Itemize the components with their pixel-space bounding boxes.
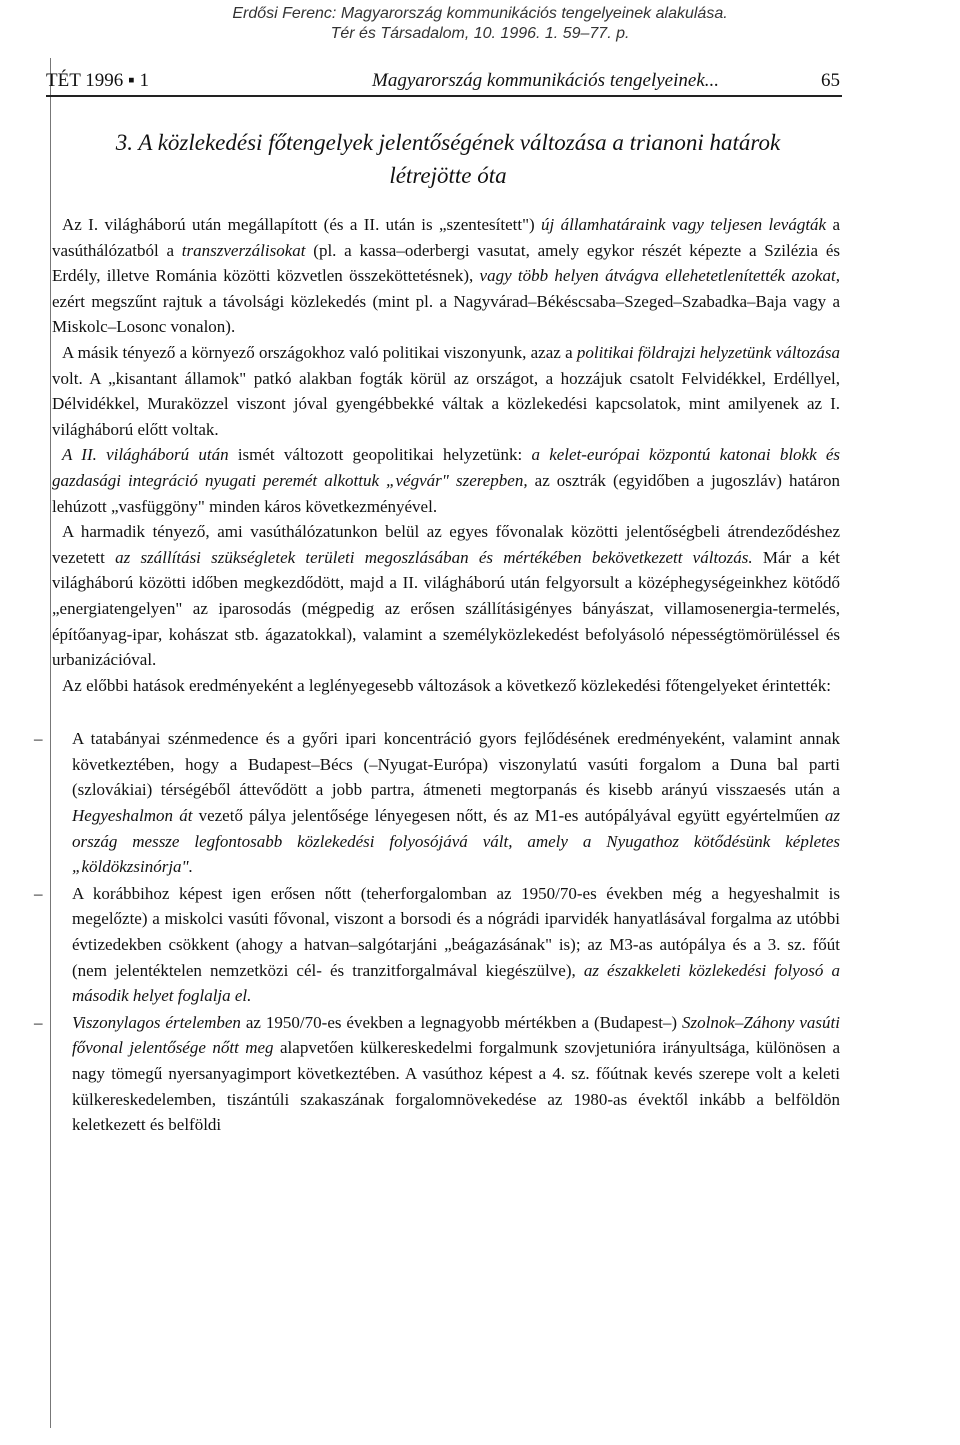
citation-line-1: Erdősi Ferenc: Magyarország kommunikációs tengelyeinek alakulása. <box>232 5 728 22</box>
header-rule <box>46 95 842 97</box>
bullet-1-emphasis-b: Hegyeshalmon át <box>72 806 193 826</box>
bullet-dash: – <box>34 1012 43 1032</box>
paragraph-1-text-e: (pl. a kassa–oderbergi vasutat, amely egykor részét képezte a Szilézia és Erdély, illetve Románia közötti közvetlen összeköttetésnek), <box>52 240 840 286</box>
paragraph-3 <box>52 442 840 519</box>
bullet-3-text-d: alapvetően külkereskedelmi forgalmunk szovjetunióra irányultsága, különösen a nagy tömegű nyersanyagimport következtében. A vasúthoz képest a 4. sz. főútnak kevés szerepe volt a keleti külkereskedelemben, tiszántúli szakaszának forgalomnövekedése az 1980-as évektől inkább a belföldön keletkezett és belföldi <box>72 1038 840 1135</box>
bullet-1-text-a: A tatabányai szénmedence és a győri ipari koncentráció gyors fejlődésének eredményeként, valamint annak következtében, hogy a Budapest–Bécs (–Nyugat-Európa) viszonylatú vasúti forgalom a Duna bal parti (szlovákiai) térségéből áttevődött a jobb partra, átmeneti megtorpanás és kisebb arányú visszaesés után a <box>72 729 840 800</box>
bullet-1-emphasis-d: az ország messze legfontosabb közlekedési folyosójává vált, amely a Nyugathoz kötődésünk képletes „köldökzsinórja". <box>72 806 840 877</box>
paragraph-2-text-a: A másik tényező a környező országokhoz való politikai viszonyunk, azaz a <box>62 342 577 362</box>
paragraph-1 <box>52 212 840 340</box>
paragraph-4-emphasis-b: az szállítási szükségletek területi megoszlásában és mértékében bekövetkezett változás. <box>115 547 753 567</box>
paragraph-2-text-c: volt. A „kisantant államok" patkó alakban fogták körül az országot, a hozzájuk csatolt Felvidékkel, Erdéllyel, Délvidékkel, Muraközzel viszont jóval gyengébbekké váltak a közlekedési kapcsolatok, mint amilyenek az I. világháború előtt voltak. <box>52 368 840 439</box>
paragraph-1-text-c: a vasúthálózatból a <box>52 215 841 260</box>
paragraph-2-emphasis-b: politikai földrajzi helyzetünk változása <box>576 342 840 362</box>
bullet-2-emphasis-b: az északkeleti közlekedési folyosó a második helyet foglalja el. <box>72 960 840 1006</box>
section-title-line-2: létrejötte óta <box>389 163 507 188</box>
paragraph-5-text-a: Az előbbi hatások eredményeként a leglényegesebb változások a következő közlekedési főtengelyeket érintették: <box>62 675 831 695</box>
bullet-2-text-a: A korábbihoz képest igen erősen nőtt (teherforgalomban az 1950/70-es években még a hegyeshalmit is megelőzte) a miskolci vasúti fővonal, viszont a borsodi és a nógrádi iparvidék hanyatlásával forgalma az utóbbi évtizedekben csökkent (ahogy a hatvan–salgótarjáni „beágazásának" is); az M3-as autópálya és a 3. sz. főút (nem jelentéktelen nemzetközi cél- és tranzitforgalmával kiegészülve), <box>72 883 840 980</box>
paragraph-4 <box>52 519 840 673</box>
left-margin-rule <box>50 58 51 1428</box>
running-title: Magyarország kommunikációs tengelyeinek... <box>372 70 720 91</box>
paragraph-3-text-b: ismét változott geopolitikai helyzetünk: <box>228 445 532 465</box>
section-title-line-1: 3. A közlekedési főtengelyek jelentőségének változása a trianoni határok <box>115 130 781 155</box>
bullet-list <box>34 726 840 1138</box>
section-title <box>48 126 848 192</box>
paragraph-1-text-a: Az I. világháború után megállapított (és a II. után is „szentesített") <box>62 215 542 234</box>
paragraph-5 <box>52 673 840 699</box>
citation-header <box>0 4 960 44</box>
citation-line-2: Tér és Társadalom, 10. 1996. 1. 59–77. p. <box>330 25 630 42</box>
paragraph-4-text-c: Már a két világháború közötti időben megkezdődött, majd a II. világháború után felgyorsult a középhegységeinkhez kötődő „energiatengelyen" az iparosodás (mégpedig az erősen szállításigényes bányászat, villamosenergia-termelés, építőanyag-ipar, kohászat stb. ágazatokkal), valamint a személyközlekedést befolyásoló népességtömörüléssel és urbanizációval. <box>52 547 840 670</box>
paragraph-1-text-g: ezért megszűnt rajtuk a távolsági közlekedés (mint pl. a Nagyvárad–Békéscsaba–Szeged–Szabadka–Baja vagy a Miskolc–Losonc vonalon). <box>52 291 840 337</box>
page-number: 65 <box>821 70 840 91</box>
paragraph-3-emphasis-c: a kelet-európai központú katonai blokk és gazdasági integráció nyugati peremét alkottuk „végvár" szerepben, <box>52 445 841 490</box>
paragraph-3-text-d: az osztrák (egyidőben a jugoszláv) határon lehúzott „vasfüggöny" minden káros következményével. <box>52 470 840 516</box>
bullet-3-emphasis-c: Szolnok–Záhony vasúti fővonal jelentősége nőtt meg <box>72 1012 840 1058</box>
bullet-item-2 <box>34 881 840 1009</box>
paragraph-1-emphasis-b: új államhatáraink vagy teljesen levágták <box>541 215 827 234</box>
paragraph-4-text-a: A harmadik tényező, ami vasúthálózatunkon belül az egyes fővonalak közötti jelentőségbeli átrendeződéshez vezetett <box>52 522 840 567</box>
bullet-1-text-c: vezető pálya jelentősége lényegesen nőtt, és az M1-es autópályával együtt egyértelműen <box>192 806 825 826</box>
bullet-dash: – <box>34 883 43 903</box>
paragraph-1-emphasis-f: vagy több helyen átvágva ellehetetlenítették azokat, <box>479 266 840 286</box>
bullet-dash: – <box>34 729 43 749</box>
article-body <box>34 212 841 1139</box>
paragraph-1-emphasis-d: transzverzálisokat <box>181 240 306 260</box>
running-header <box>46 68 842 98</box>
paragraph-2 <box>52 340 840 442</box>
paragraph-3-emphasis-a: A II. világháború után <box>62 445 229 465</box>
bullet-3-text-b: az 1950/70-es években a legnagyobb mértékben a (Budapest–) <box>240 1012 683 1032</box>
bullet-item-3 <box>34 1010 840 1138</box>
bullet-3-emphasis-a: Viszonylagos értelemben <box>72 1012 241 1032</box>
bullet-item-1 <box>34 726 840 880</box>
journal-issue: TÉT 1996 ▪ 1 <box>46 70 149 91</box>
